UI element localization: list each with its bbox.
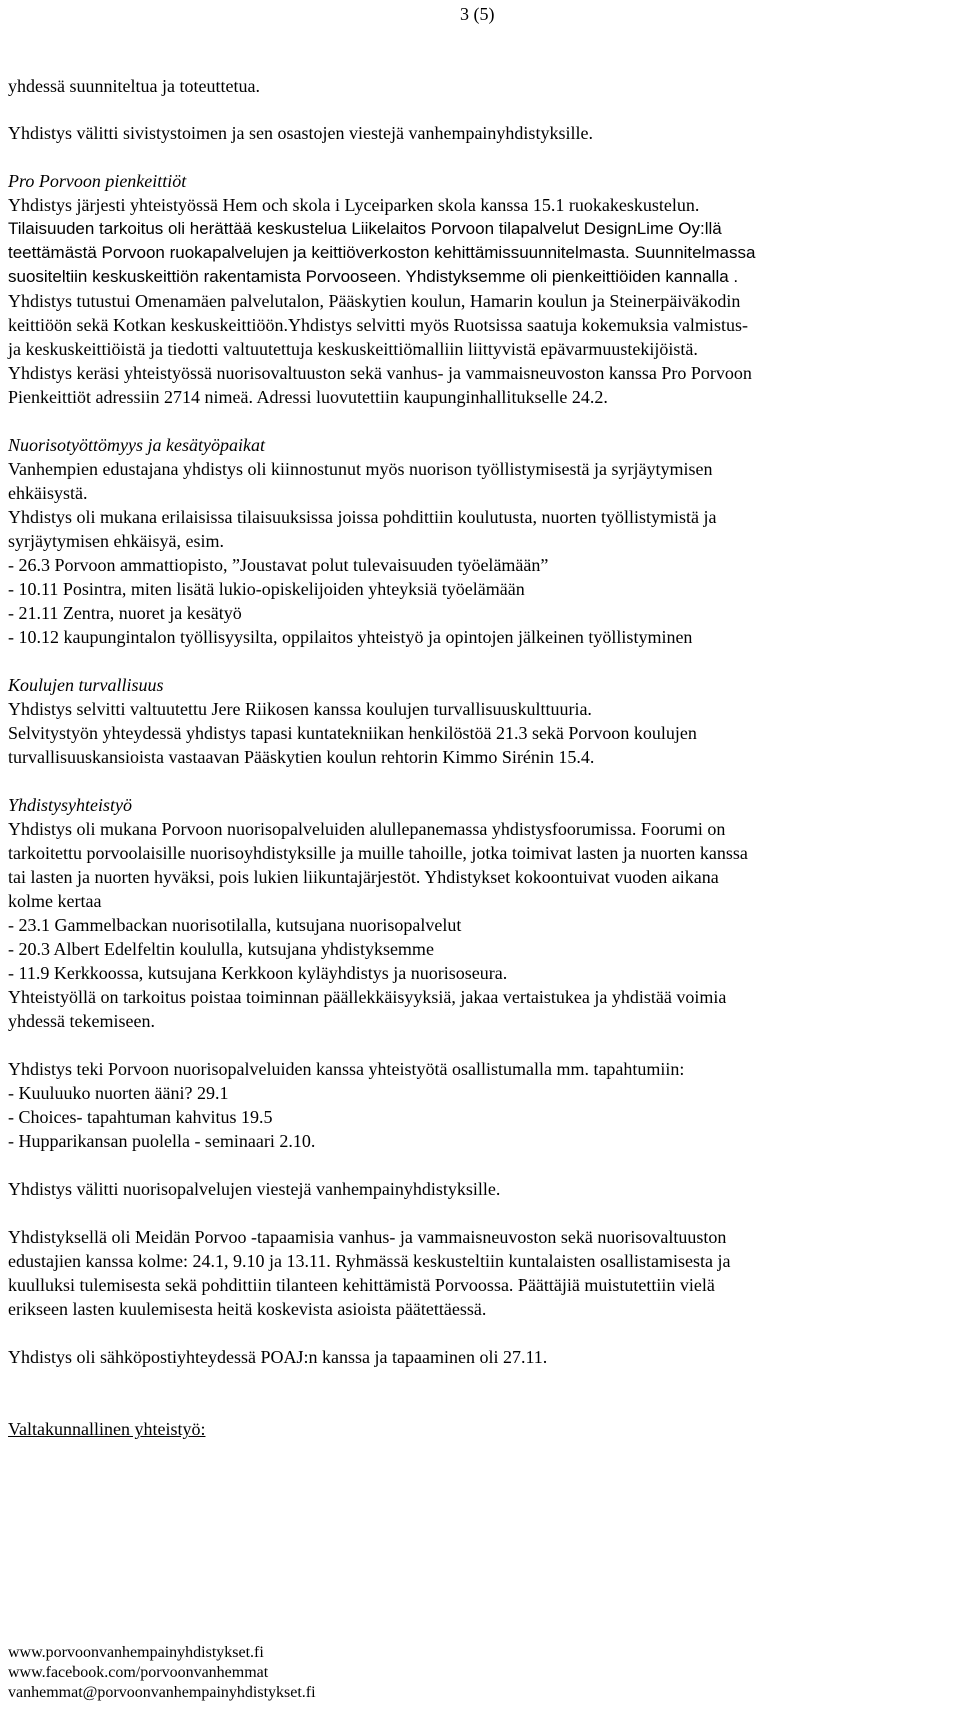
list-item: - Choices- tapahtuman kahvitus 19.5 <box>8 1107 273 1127</box>
footer-email-link[interactable]: vanhemmat@porvoonvanhempainyhdistykset.fi <box>8 1684 316 1701</box>
footer-website-link[interactable]: www.porvoonvanhempainyhdistykset.fi <box>8 1644 264 1661</box>
paragraph-line: Vanhempien edustajana yhdistys oli kiinnostunut myös nuorison työllistymisestä ja syrjäytymisen <box>8 459 713 479</box>
paragraph-line: Yhdistys välitti nuorisopalvelujen viestejä vanhempainyhdistyksille. <box>8 1179 501 1199</box>
paragraph-line: Selvitystyön yhteydessä yhdistys tapasi kuntatekniikan henkilöstöä 21.3 sekä Porvoon koulujen <box>8 723 697 743</box>
paragraph-line: Yhdistyksellä oli Meidän Porvoo -tapaamisia vanhus- ja vammaisneuvoston sekä nuorisovaltuuston <box>8 1227 727 1247</box>
list-item: - 23.1 Gammelbackan nuorisotilalla, kutsujana nuorisopalvelut <box>8 915 462 935</box>
paragraph-line: Yhdistys tutustui Omenamäen palvelutalon, Pääskytien koulun, Hamarin koulun ja Steinerpäiväkodin <box>8 291 741 311</box>
paragraph-line: Pienkeittiöt adressiin 2714 nimeä. Adressi luovutettiin kaupunginhallitukselle 24.2. <box>8 387 608 407</box>
paragraph-line: ja keskuskeittiöistä ja tiedotti valtuutettuja keskuskeittiömalliin liittyvistä epävarmuustekijöistä. <box>8 339 698 359</box>
paragraph-line: kolme kertaa <box>8 891 102 911</box>
paragraph-line: Yhdistys oli mukana erilaisissa tilaisuuksissa joissa pohdittiin koulutusta, nuorten työllistymistä ja <box>8 507 717 527</box>
paragraph-line: Yhdistys oli sähköpostiyhteydessä POAJ:n kanssa ja tapaaminen oli 27.11. <box>8 1347 548 1367</box>
paragraph-line: yhdessä tekemiseen. <box>8 1011 155 1031</box>
paragraph-line: Yhdistys selvitti valtuutettu Jere Riikosen kanssa koulujen turvallisuuskulttuuria. <box>8 699 592 719</box>
paragraph-line: Yhteistyöllä on tarkoitus poistaa toiminnan päällekkäisyyksiä, jakaa vertaistukea ja yhdistää voimia <box>8 987 727 1007</box>
paragraph-line: kuulluksi tulemisesta sekä pohdittiin tilanteen kehittämistä Porvoossa. Päättäjiä muistutettiin vielä <box>8 1275 715 1295</box>
list-item: - 26.3 Porvoon ammattiopisto, ”Joustavat polut tulevaisuuden työelämään” <box>8 555 549 575</box>
paragraph-line: ehkäisystä. <box>8 483 88 503</box>
paragraph-line: suositeltiin keskuskeittiön rakentamista Porvooseen. Yhdistyksemme oli pienkeittiöiden kannalla . <box>8 267 739 286</box>
paragraph-line: Yhdistys keräsi yhteistyössä nuorisovaltuuston sekä vanhus- ja vammaisneuvoston kanssa Pro Porvoon <box>8 363 752 383</box>
paragraph-line: Yhdistys välitti sivistystoimen ja sen osastojen viestejä vanhempainyhdistyksille. <box>8 123 593 143</box>
section-heading-nuoriso: Nuorisotyöttömyys ja kesätyöpaikat <box>8 435 265 455</box>
section-heading-koulu: Koulujen turvallisuus <box>8 675 164 695</box>
paragraph-line: teettämästä Porvoon ruokapalvelujen ja keittiöverkoston kehittämissuunnitelmasta. Suunnitelmassa <box>8 243 756 262</box>
paragraph-line: Yhdistys oli mukana Porvoon nuorisopalveluiden alullepanemassa yhdistysfoorumissa. Foorumi on <box>8 819 726 839</box>
list-item: - Kuuluuko nuorten ääni? 29.1 <box>8 1083 229 1103</box>
list-item: - 11.9 Kerkkoossa, kutsujana Kerkkoon kyläyhdistys ja nuorisoseura. <box>8 963 508 983</box>
paragraph-line: turvallisuuskansioista vastaavan Pääskytien koulun rehtorin Kimmo Sirénin 15.4. <box>8 747 595 767</box>
footer-facebook-link[interactable]: www.facebook.com/porvoonvanhemmat <box>8 1664 269 1681</box>
section-heading-pienkeittiot: Pro Porvoon pienkeittiöt <box>8 171 187 191</box>
section-heading-yhteistyo: Yhdistysyhteistyö <box>8 795 132 815</box>
paragraph-line: syrjäytymisen ehkäisyä, esim. <box>8 531 224 551</box>
paragraph-line: keittiöön sekä Kotkan keskuskeittiöön.Yhdistys selvitti myös Ruotsissa saatuja kokemuksia valmistus- <box>8 315 748 335</box>
section-heading-valtakunnallinen: Valtakunnallinen yhteistyö: <box>8 1419 206 1439</box>
list-item: - 10.11 Posintra, miten lisätä lukio-opiskelijoiden yhteyksiä työelämään <box>8 579 525 599</box>
paragraph-line: erikseen lasten kuulemisesta heitä koskevista asioista päätettäessä. <box>8 1299 487 1319</box>
list-item: - 20.3 Albert Edelfeltin koululla, kutsujana yhdistyksemme <box>8 939 434 959</box>
document-body <box>8 74 952 1441</box>
page-footer <box>8 1643 316 1703</box>
paragraph-line: Yhdistys järjesti yhteistyössä Hem och skola i Lyceiparken skola kanssa 15.1 ruokakeskustelun. <box>8 195 700 215</box>
paragraph-line: edustajien kanssa kolme: 24.1, 9.10 ja 13.11. Ryhmässä keskusteltiin kuntalaisten osallistamisesta ja <box>8 1251 731 1271</box>
list-item: - 10.12 kaupungintalon työllisyysilta, oppilaitos yhteistyö ja opintojen jälkeinen työllistyminen <box>8 627 693 647</box>
paragraph-line: tarkoitettu porvoolaisille nuorisoyhdistyksille ja muille tahoille, jotka toimivat lasten ja nuorten kanssa <box>8 843 748 863</box>
list-item: - 21.11 Zentra, nuoret ja kesätyö <box>8 603 242 623</box>
paragraph-line: Tilaisuuden tarkoitus oli herättää keskustelua Liikelaitos Porvoon tilapalvelut DesignLime Oy:llä <box>8 219 722 238</box>
paragraph-line: Yhdistys teki Porvoon nuorisopalveluiden kanssa yhteistyötä osallistumalla mm. tapahtumiin: <box>8 1059 685 1079</box>
paragraph-line: yhdessä suunniteltua ja toteuttetua. <box>8 76 260 96</box>
list-item: - Hupparikansan puolella - seminaari 2.10. <box>8 1131 316 1151</box>
paragraph-line: tai lasten ja nuorten hyväksi, pois lukien liikuntajärjestöt. Yhdistykset kokoontuivat vuoden aikana <box>8 867 719 887</box>
page-number: 3 (5) <box>460 4 495 24</box>
